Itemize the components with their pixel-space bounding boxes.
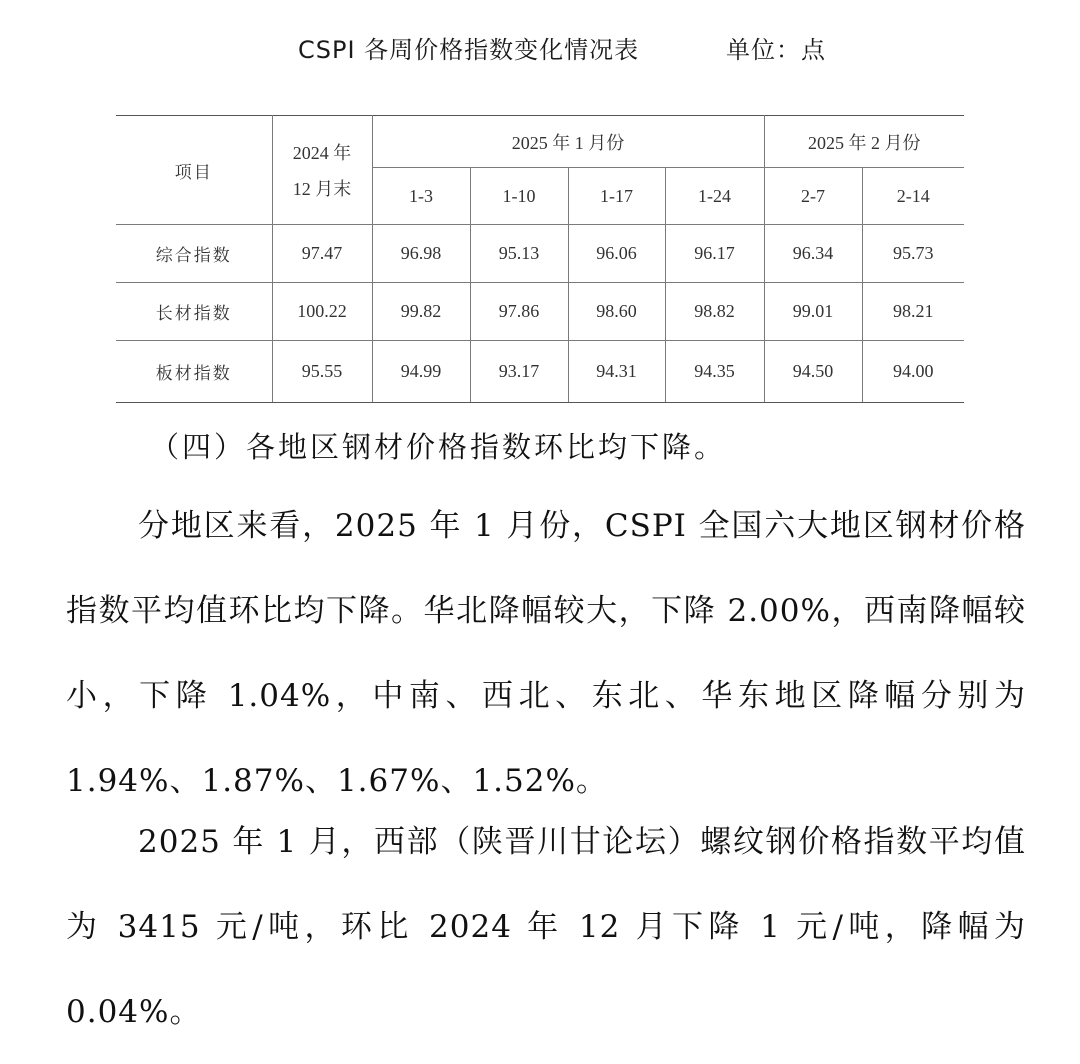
- table-cell: 96.98: [372, 225, 470, 283]
- table-cell: 95.73: [862, 225, 964, 283]
- table-cell: 96.34: [764, 225, 862, 283]
- table-title: [0, 30, 1080, 70]
- row-label: 长材指数: [116, 283, 272, 341]
- header-row-1: [116, 116, 964, 168]
- unit-label: 单位：点: [726, 36, 826, 64]
- table-cell: 98.60: [568, 283, 665, 341]
- week-header: 1-17: [568, 168, 665, 225]
- feb-group-header: 2025 年 2 月份: [764, 116, 964, 168]
- jan-group-header: 2025 年 1 月份: [372, 116, 764, 168]
- table-cell: 98.82: [665, 283, 764, 341]
- table-cell: 94.99: [372, 341, 470, 403]
- dec-header-line1: 2024 年: [292, 143, 352, 163]
- table-cell: 93.17: [470, 341, 568, 403]
- table-row: [116, 225, 964, 283]
- table-cell: 97.47: [272, 225, 372, 283]
- body-paragraph: 2025 年 1 月，西部（陕晋川甘论坛）螺纹钢价格指数平均值为 3415 元/吨，环比 2024 年 12 月下降 1 元/吨，降幅为 0.04%。: [66, 824, 1026, 1030]
- table-cell: 99.82: [372, 283, 470, 341]
- row-label: 综合指数: [116, 225, 272, 283]
- dec-header: [272, 116, 372, 225]
- table-cell: 94.50: [764, 341, 862, 403]
- table-cell: 96.17: [665, 225, 764, 283]
- table-cell: 100.22: [272, 283, 372, 341]
- row-label: 板材指数: [116, 341, 272, 403]
- table-cell: 95.55: [272, 341, 372, 403]
- dec-header-line2: 12 月末: [292, 179, 352, 199]
- table-cell: 94.00: [862, 341, 964, 403]
- section-heading: （四）各地区钢材价格指数环比均下降。: [150, 430, 727, 464]
- item-header: 项目: [116, 116, 272, 225]
- table-row: [116, 341, 964, 403]
- week-header: 1-24: [665, 168, 764, 225]
- title-text: CSPI 各周价格指数变化情况表: [298, 36, 640, 64]
- table-cell: 96.06: [568, 225, 665, 283]
- week-header: 1-3: [372, 168, 470, 225]
- table-cell: 97.86: [470, 283, 568, 341]
- price-index-table: [116, 115, 964, 403]
- table-cell: 94.35: [665, 341, 764, 403]
- week-header: 2-14: [862, 168, 964, 225]
- body-paragraph: 分地区来看，2025 年 1 月份，CSPI 全国六大地区钢材价格指数平均值环比均下降。华北降幅较大，下降 2.00%，西南降幅较小，下降 1.04%，中南、西北、东北、华东地区降幅分别为 1.94%、1.87%、1.67%、1.52%。: [66, 508, 1026, 799]
- table-cell: 95.13: [470, 225, 568, 283]
- table-cell: 99.01: [764, 283, 862, 341]
- table-row: [116, 283, 964, 341]
- week-header: 2-7: [764, 168, 862, 225]
- week-header: 1-10: [470, 168, 568, 225]
- table-cell: 94.31: [568, 341, 665, 403]
- table-cell: 98.21: [862, 283, 964, 341]
